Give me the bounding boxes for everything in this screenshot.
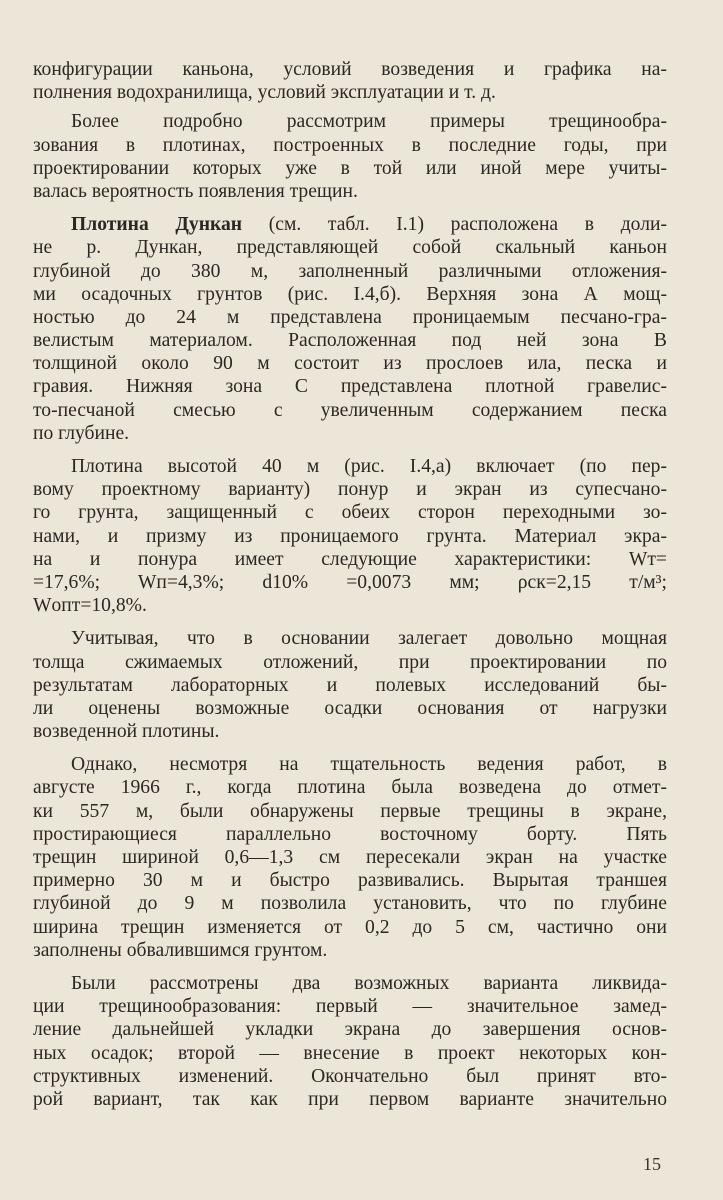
text-line: трещин шириной 0,6—1,3 см пересекали экран на участке	[33, 847, 667, 868]
text-line: глубиной до 9 м позволила установить, что по глубине	[33, 893, 667, 915]
paragraph-continuation	[33, 58, 667, 104]
text-line: ки 557 м, были обнаружены первые трещины в экране,	[33, 800, 667, 822]
text-line: го грунта, защищенный с обеих сторон переходными зо-	[33, 502, 667, 524]
text-line: проектировании которых уже в той или иной мере учиты-	[33, 157, 667, 179]
text-line: по глубине.	[33, 422, 130, 444]
text-line: толщиной около 90 м состоит из прослоев ила, песка и	[33, 353, 667, 375]
text-line: Были рассмотрены два возможных варианта ликвида-	[71, 972, 667, 994]
section-heading: Плотина Дункан	[71, 214, 243, 236]
text-line: ширина трещин изменяется от 0,2 до 5 см, частично они	[33, 916, 667, 938]
text-line: не р. Дункан, представляющей собой скальный каньон	[33, 237, 667, 259]
text-line: вому проектному варианту) понур и экран из супесчано-	[33, 479, 667, 501]
text-line: структивных изменений. Окончательно был принят вто-	[33, 1065, 667, 1087]
text-line: конфигурации каньона, условий возведения и графика на-	[33, 59, 667, 80]
text-line: ли оценены возможные осадки основания от нагрузки	[33, 697, 667, 719]
text-line: ных осадок; второй — внесение в проект некоторых кон-	[33, 1042, 667, 1064]
text-line: велистым материалом. Расположенная под ней зона В	[33, 330, 667, 352]
text-line: зования в плотинах, построенных в последние годы, при	[33, 134, 667, 156]
paragraph	[33, 627, 667, 743]
text-line: Однако, несмотря на тщательность ведения работ, в	[71, 754, 667, 776]
paragraph	[33, 972, 667, 1111]
text-line: Учитывая, что в основании залегает довольно мощная	[71, 628, 667, 650]
text-line: результатам лабораторных и полевых исследований бы-	[33, 674, 667, 696]
text-line: полнения водохранилища, условий эксплуатации и т. д.	[33, 82, 496, 104]
text-run: (см. табл. I.1) расположена в доли-	[242, 214, 667, 236]
paragraph	[33, 753, 667, 962]
text-line: августе 1966 г., когда плотина была возведена до отмет-	[33, 777, 667, 799]
text-line: гравия. Нижняя зона С представлена плотной гравелис-	[33, 376, 667, 398]
text-line: ностью до 24 м представлена проницаемым песчано-гра-	[33, 306, 667, 328]
body-text	[33, 58, 667, 1121]
text-line: ление дальнейшей укладки экрана до завершения основ-	[33, 1019, 667, 1041]
text-line: Wопт=10,8%.	[33, 595, 147, 617]
text-line: на и понура имеет следующие характеристики: Wт=	[33, 548, 667, 570]
paragraph-duncan-dam	[33, 213, 667, 445]
text-line: простирающиеся параллельно восточному борту. Пять	[33, 823, 667, 845]
text-line: то-песчаной смесью с увеличенным содержанием песка	[33, 399, 667, 421]
text-line: рой вариант, так как при первом варианте значительно	[33, 1088, 667, 1110]
text-line: глубиной до 380 м, заполненный различными отложения-	[33, 260, 667, 282]
text-line: нами, и призму из проницаемого грунта. Материал экра-	[33, 525, 667, 547]
text-line: толща сжимаемых отложений, при проектировании по	[33, 651, 667, 673]
text-line: ции трещинообразования: первый — значительное замед-	[33, 996, 667, 1018]
text-line: Более подробно рассмотрим примеры трещинообра-	[71, 111, 667, 133]
text-line: валась вероятность появления трещин.	[33, 180, 358, 202]
text-line: Плотина высотой 40 м (рис. I.4,а) включает (по пер-	[71, 456, 667, 477]
text-line: ми осадочных грунтов (рис. I.4,б). Верхняя зона А мощ-	[33, 283, 667, 305]
page-number: 15	[643, 1154, 661, 1174]
text-line	[33, 213, 667, 236]
text-line: заполнены обвалившимся грунтом.	[33, 939, 328, 961]
text-line: примерно 30 м и быстро развивались. Вырытая траншея	[33, 870, 667, 892]
paragraph	[33, 455, 667, 617]
paragraph	[33, 110, 667, 203]
text-line: =17,6%; Wп=4,3%; d10% =0,0073 мм; ρск=2,15 т/м³;	[33, 571, 667, 593]
text-line: возведенной плотины.	[33, 721, 220, 743]
